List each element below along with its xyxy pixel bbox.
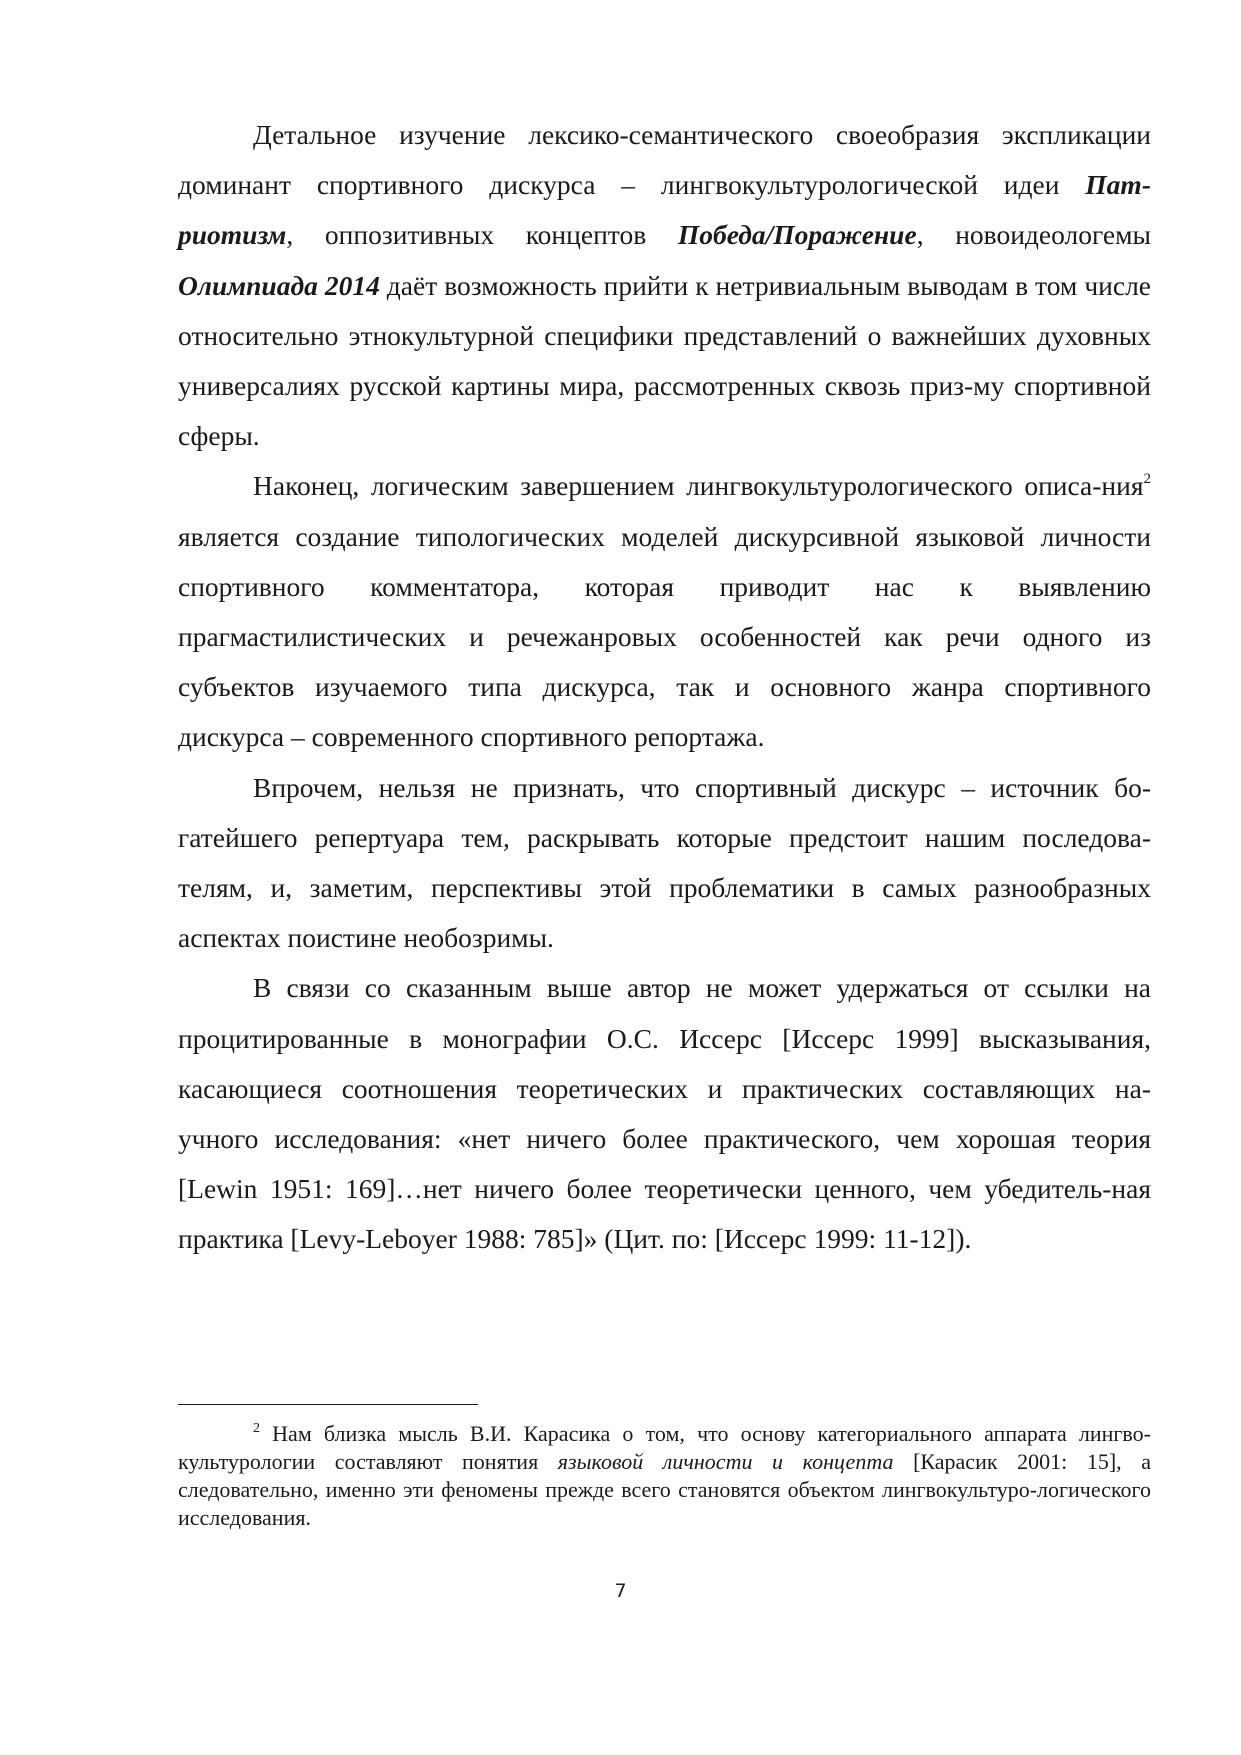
footnote-divider — [178, 1404, 478, 1405]
paragraph-1-text-3: , новоидеологемы — [916, 219, 1151, 251]
paragraph-2 — [178, 461, 1151, 762]
paragraph-1 — [178, 110, 1151, 461]
term-olympiad-2014: Олимпиада 2014 — [178, 269, 380, 301]
paragraph-1-text-4: даёт возможность прийти к нетривиальным выводам в том числе относительно этнокультурной специфики представлений о важнейших духовных универсалиях русской картины мира, рассмотренных сквозь приз-му спортивной сферы. — [178, 269, 1151, 452]
footnote-italic-terms: языковой личности и концепта — [557, 1449, 894, 1474]
main-text — [178, 110, 1151, 1265]
footnote-text-2: [Карасик 2001: 15], а следовательно, именно эти феномены прежде всего становятся объектом лингвокультуро-логического исследования. — [178, 1449, 1152, 1530]
paragraph-3: Впрочем, нельзя не признать, что спортивный дискурс – источник бо-гатейшего репертуара тем, раскрывать которые предстоит нашим последова-телям, и, заметим, перспективы этой проблематики в самых разнообразных аспектах поистине необозримы. — [178, 771, 1151, 954]
paragraph-1-text-1: Детальное изучение лексико-семантического своеобразия экспликации доминант спортивного дискурса – лингвокультурологической идеи — [178, 119, 1151, 201]
page-number: 7 — [614, 1580, 627, 1602]
term-victory-defeat: Победа/Поражение — [677, 219, 917, 251]
paragraph-2-text-1: Наконец, логическим завершением лингвокультурологического описа-ния — [253, 470, 1144, 502]
footnote — [178, 1420, 1151, 1532]
paragraph-1-text-2: , оппозитивных концептов — [286, 219, 678, 251]
footnote-text-1: Нам близка мысль В.И. Карасика о том, что основу категориального аппарата лингво-культурологии составляют понятия — [178, 1421, 1151, 1474]
footnote-mark: 2 — [253, 1420, 260, 1436]
paragraph-2-text-2: является создание типологических моделей дискурсивной языковой личности спортивного комментатора, которая приводит нас к выявлению прагмастилистических и речежанровых особенностей как речи одного из субъектов изучаемого типа дискурса, так и основного жанра спортивного дискурса – современного спортивного репортажа. — [178, 520, 1151, 753]
term-patriotism: Пат-риотизм — [178, 169, 1151, 251]
paragraph-4: В связи со сказанным выше автор не может удержаться от ссылки на процитированные в монографии О.С. Иссерс [Иссерс 1999] высказывания, касающиеся соотношения теоретических и практических составляющих на-учного исследования: «нет ничего более практического, чем хорошая теория [Lewin 1951: 169]…нет ничего более теоретически ценного, чем убедитель-ная практика [Levy-Leboyer 1988: 785]» (Цит. по: [Иссерс 1999: 11-12]). — [178, 972, 1151, 1255]
footnote-reference: 2 — [1143, 471, 1151, 488]
